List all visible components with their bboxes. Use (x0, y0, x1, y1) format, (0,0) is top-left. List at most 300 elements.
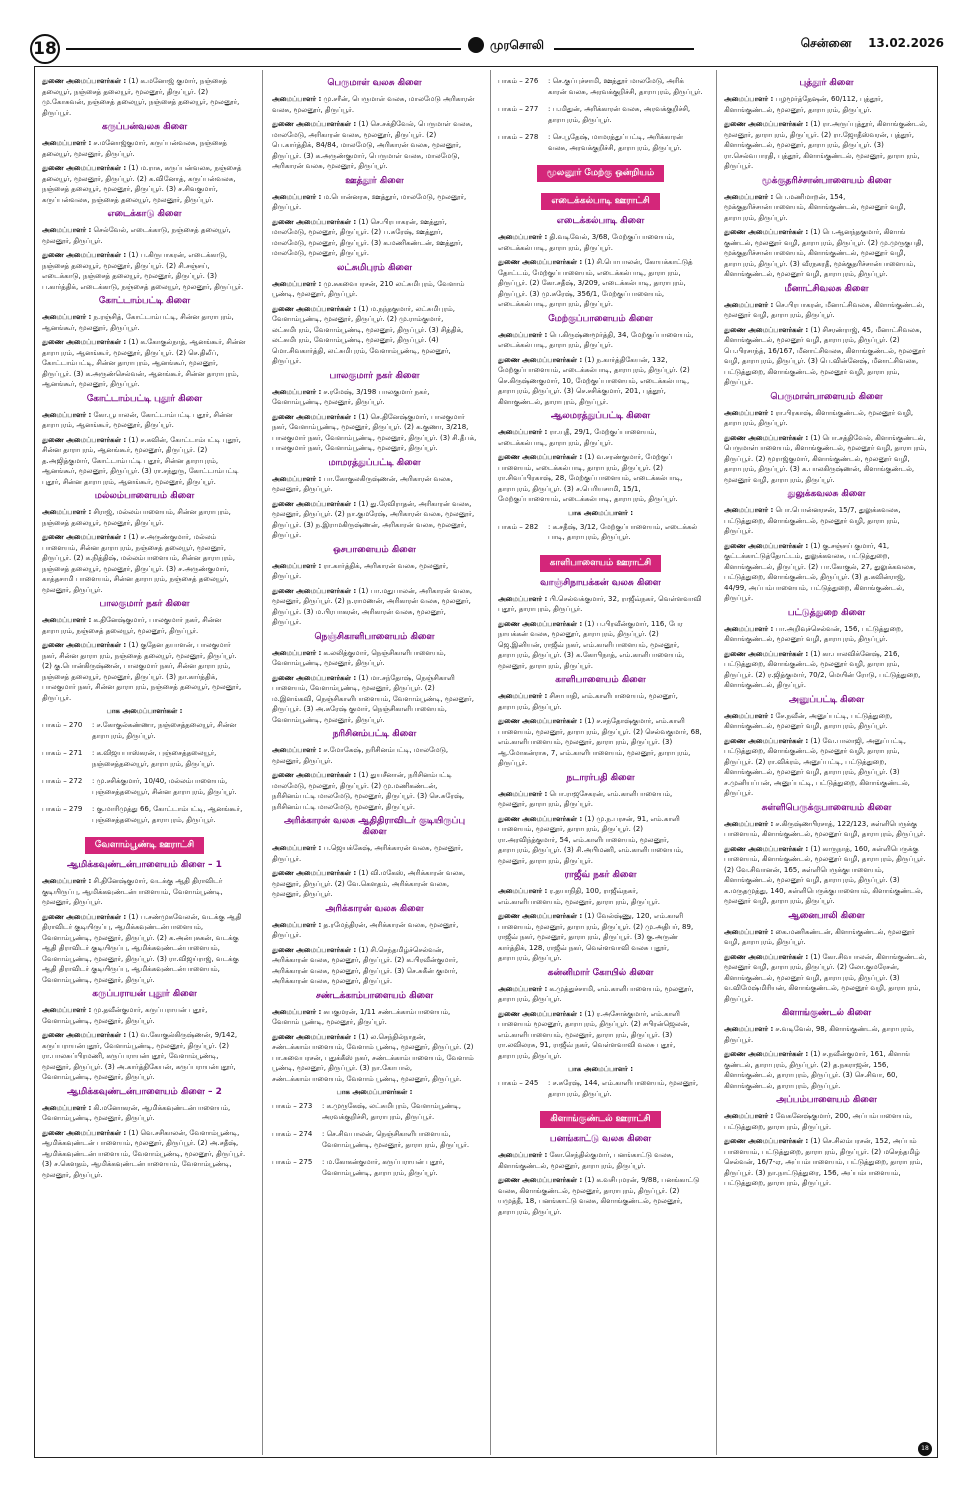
names-text: சே.நவீன், அனுப்பட்டி, பட்டுத்துறை, கிளாங்குண்டல், மூலனூர் வழி, தாராபுரம், திருப்பூர். (724, 711, 893, 730)
booth-number: பாகம் – 278 (498, 133, 539, 141)
branch-heading: சுள்ளிபெருக்குபாளையம் கிளை (761, 802, 892, 813)
role-label: அமைப்பாளர் : (42, 616, 92, 624)
role-label: அமைப்பாளர் : (42, 139, 92, 147)
office-bearer-paragraph (42, 912, 247, 986)
names-text: (1) சி.பொபாலன், கோயக்காட்டுத் தோட்டம், மேற்குப்பாளையம், எடைக்கல்பாடி, தாராபுரம், திருப்பூர். (2) கோ.சதீஷ், 3/209, எடைக்கல்பாடி, தாராபுரம், திருப்பூர். (3) மு.சுரேஷ், 356/1, மேற்குப்பாளையம், எடைக்கல்பாடி, தாராபுரம், திருப்பூர். (498, 258, 693, 308)
role-label: அமைப்பாளர் : (272, 192, 322, 201)
role-label: அமைப்பாளர் : (498, 789, 548, 798)
office-bearer-paragraph (498, 886, 703, 907)
office-bearer-paragraph (498, 427, 703, 448)
booth-entry (498, 104, 703, 125)
office-bearer-paragraph (272, 217, 477, 259)
role-label: அமைப்பாளர் : (272, 95, 322, 103)
office-bearer-paragraph (724, 844, 929, 907)
office-bearer-paragraph (498, 232, 703, 253)
names-text: சிசாபாதி, எம்.காளிபாளையம், மூலனூர், தாராபுரம், திருப்பூர். (498, 692, 678, 711)
names-text: க.முத்துச்சாமி, எம்.காளிபாளையம், மூலனூர், தாராபுரம், திருப்பூர். (498, 984, 694, 1003)
branch-heading: மல்லம்பாளையம் கிளை (94, 491, 195, 501)
role-label: அமைப்பாளர் : (42, 508, 92, 516)
role-label: அமைப்பாளர் : (724, 300, 774, 309)
column-divider (262, 70, 263, 1455)
branch-heading: மூக்குதரிச்சான்பாளையம் கிளை (761, 175, 892, 186)
office-bearer-paragraph (272, 192, 477, 213)
role-label: அமைப்பாளர் : (272, 474, 322, 483)
office-bearer-paragraph (272, 920, 477, 941)
role-label: துணை அமைப்பாளர்கள் : (498, 1009, 583, 1018)
role-label: துணை அமைப்பாளர்கள் : (272, 1032, 357, 1041)
office-bearer-paragraph (272, 843, 477, 864)
office-bearer-paragraph (498, 691, 703, 712)
branch-heading: லட்சுமிபுரம் கிளை (336, 262, 413, 273)
office-bearer-paragraph (724, 433, 929, 486)
names-text: (1) ந.கார்த்திகேயன், 132, மேற்குப்பாளையம், எடைக்கல்பாடி, தாராபுரம், திருப்பூர். (2) செ.கிருஷ்ணகுமார், 10, மேற்குப்பாளையம், எடைக்கல்பாடி, தாராபுரம், திருப்பூர். (3) செ.சசிக்குமார், 201, புத்தூர், கிளாகுண்டல், தாராபுரம், திருப்பூர். (498, 355, 690, 406)
role-label: அமைப்பாளர் : (724, 1025, 774, 1033)
role-label: துணை அமைப்பாளர்கள் : (724, 1137, 809, 1145)
column-4 (724, 76, 929, 1451)
branch-heading: அனுப்பட்டி கிளை (788, 694, 865, 705)
booth-person: : செ.சிவபாலன், நெஞ்சிகாளிபாளையம், வேளாம்பூண்டி, மூலனூர், தாராபுரம், திருப்பூர். (322, 1130, 470, 1149)
names-text: பா.அறிவுச்செல்வன், 156, பட்டுத்துறை, கிளாங்குண்டல், மூலனூர் வழி, தாராபுரம், திருப்பூர். (724, 624, 904, 643)
office-bearer-paragraph (42, 138, 247, 159)
booth-number: பாகம் – 274 (272, 1130, 313, 1138)
office-bearer-paragraph (272, 673, 477, 726)
branch-heading: ஆலமரத்துப்பட்டி கிளை (550, 411, 651, 421)
panchayat-banner-label: கிளாங்குண்டல் ஊராட்சி (540, 1111, 660, 1128)
office-bearer-paragraph (42, 876, 247, 908)
office-bearer-paragraph (724, 408, 929, 429)
booth-number: பாகம் – 273 (272, 1102, 313, 1110)
names-text: கை.மணிகண்டன், கிளாங்குண்டல், மூலனூர் வழி, தாராபுரம், திருப்பூர். (724, 927, 915, 946)
panchayat-banner-label: மூலனூர் மேற்கு ஒன்றியம் (537, 165, 664, 182)
names-text: க.லலித்குமார், நெஞ்சிகாளிபாளையம், வேளாம்பூண்டி, மூலனூர், திருப்பூர். (272, 648, 446, 667)
office-bearer-paragraph (498, 1150, 703, 1171)
role-label: துணை அமைப்பாளர்கள் : (42, 77, 127, 85)
role-label: துணை அமைப்பாளர்கள் : (498, 355, 583, 364)
role-label: அமைப்பாளர் : (724, 927, 774, 936)
role-label: அமைப்பாளர் : (272, 279, 322, 288)
booth-entry (272, 1129, 477, 1150)
role-label: துணை அமைப்பாளர்கள் : (42, 1031, 127, 1039)
office-bearer-paragraph (724, 624, 929, 645)
column-1 (42, 76, 247, 1451)
panchayat-banner (498, 160, 703, 182)
office-bearer-paragraph (42, 410, 247, 431)
names-text: (1) மு.ந.பரசன், 91, எம்.காளி பாளையம், மூலனூர், தாராபுரம், திருப்பூர். (2) ரா.அரவிந்த்குமார், 54, எம்.காளிபாளையம், மூலனூர், தாராபுரம், திருப்பூர். (3) சி.அபிமணி, எம்.காளிபாளையம், மூலனூர், தாராபுரம், திருப்பூர். (498, 814, 684, 865)
role-label: துணை அமைப்பாளர்கள் : (42, 338, 127, 346)
role-label: துணை அமைப்பாளர்கள் : (272, 499, 357, 508)
office-bearer-paragraph (724, 325, 929, 388)
office-bearer-paragraph (498, 1009, 703, 1062)
names-text: (1) ர.அசோக்குமார், எம்.காளி பாளையம் மூலனூர், தாராபுரம், திருப்பூர். (2) சபிரன்ஜெலன், எம்.காளிபாளையம், மூலனூர், தாராபுரம், திருப்பூர். (3) ரா.லவிலரசு, 91, ராஜீவ் நகர், வெள்ளவாவி வலசு புதூர், தாராபுரம், திருப்பூர். (498, 1009, 690, 1060)
role-label: அமைப்பாளர் : (42, 1006, 92, 1014)
role-label: அமைப்பாளர் : (724, 819, 774, 828)
branch-heading: கோட்டாம்பட்டி கிளை (98, 296, 191, 306)
branch-heading: மேற்குப்பாளையம் கிளை (548, 313, 653, 324)
role-label: துணை அமைப்பாளர்கள் : (42, 912, 127, 921)
names-text: (1) மா.சந்தோஷ், நெஞ்சிகாளி பாளையம், வேளாம்பூண்டி, மூலனூர், திருப்பூர். (2) ம.இளங்கவி, நெஞ்சிகாளிபாளையம், வேளாம்பூண்டி, மூலனூர், திருப்பூர். (3) அ.சுரேஷ் குமார், நெஞ்சிகாளிபாளையம், வேளாம்பூண்டி, மூலனூர், திருப்பூர். (272, 673, 474, 724)
booth-person: : செ.குப்புச்சாமி, ஊத்தூர் மாலமேடு, அரிக் காரன் வலசு, அரவக்குறிச்சி, தாராபுரம், திருப்பூர். (548, 77, 703, 96)
booth-entry (498, 132, 703, 153)
booth-person: : மு.சசிக்குமார், 10/40, மல்லம்பாளையம், புஞ்சைத்தலையூர், சின்ன தாராபுரம், திருப்பூர். (92, 777, 237, 796)
branch-heading: பெருமாள்பாளையம் கிளை (770, 391, 883, 402)
column-divider (490, 70, 491, 1455)
panchayat-banner-label: வேளாம்பூண்டி ஊராட்சி (85, 837, 204, 854)
branch-heading: கோட்டாம்பட்டி புதூர் கிளை (86, 393, 203, 404)
office-bearer-paragraph (42, 337, 247, 390)
office-bearer-paragraph (724, 819, 929, 840)
branch-heading: சண்டக்காம்பாளையம் கிளை (315, 990, 434, 1001)
office-bearer-paragraph (498, 594, 703, 615)
names-text: (1) செ.தினேஷ்குமார், பாலகுமார் நகர், வேளாம்பூண்டி, மூலனூர், திருப்பூர். (2) க.குணா, 3/218, பாலகுமார் நகர், வேளாம்பூண்டி, மூலனூர், திருப்பூர். (3) சி.தீபக், பாலகுமார் நகர், வேளாம்பூண்டி, மூலனூர், திருப்பூர். (272, 412, 477, 452)
booth-number: பாகம் – 279 (42, 805, 83, 813)
branch-heading: பாலகுமார் நகர் கிளை (329, 370, 420, 381)
office-bearer-paragraph (42, 507, 247, 528)
booth-person: : ப.மிதுன், அரிக்காரன் வலசு, அரவக்குறிச்சி, தாராபுரம், திருப்பூர். (548, 105, 691, 124)
role-label: அமைப்பாளர் : (498, 233, 548, 241)
office-bearer-paragraph (498, 911, 703, 964)
role-label: அமைப்பாளர் : (498, 692, 548, 700)
booth-person: : க.முருகேஷ், லட்சுமிபுரம், வேளாம்பூண்டி, அரவக்குறிச்சி, தாராபுரம், திருப்பூர். (322, 1102, 461, 1121)
names-text: (1) பெ.ஆனந்தகுமார், கிளாங் குண்டல், மூலனூர் வழி, தாராபுரம், திருப்பூர். (2) மு.முருகுபதி, மூக்குதரிச்சான்பாளையம், கிளாங்குண்டல், மூலனூர் வழி, தாராபுரம், திருப்பூர். (3) வீரநகரதீ, மூக்குதரிச்சான்பாளையம், கிளாங்குண்டல், மூலனூர் வழி, தாராபுரம், திருப்பூர். (724, 228, 924, 278)
branch-heading: பாலகுமார் நகர் கிளை (99, 599, 190, 609)
role-label: துணை அமைப்பாளர்கள் : (42, 251, 127, 259)
role-label: அமைப்பாளர் : (272, 1007, 322, 1016)
names-text: (1) துயசீனான், நரிசினம்பட்டி மாலமேடு, மூலனூர், திருப்பூர். (2) மு.மணிகண்டன், நரிசினம்பட்டி மாலமேடு, மூலனூர், திருப்பூர். (3) செ.சுரேஷ், நரிசினம்பட்டி மாலமேடு, மூலனூர், திருப்பூர். (272, 771, 465, 811)
names-text: ரா.பிரகாஷ், கிளாங்குண்டல், மூலனூர் வழி, தாராபுரம், திருப்பூர். (724, 408, 914, 427)
names-text: (1) வே.பாலாஜி, அனுப்பட்டி, பட்டுத்துறை, கிளாங்குண்டல், மூலனூர் வழி, தாராபுரம், திருப்பூர். (2) ரா.விக்ரம், அனுப்பட்டி, பட்டுத்துறை, கிளாங்குண்டல், மூலனூர் வழி, தாராபுரம், திருப்பூர். (3) ச.முனியப்பன், அனுப்பட்டி, பட்டுத்துறை, கிளாங்குண்டல், திருப்பூர். (724, 736, 910, 797)
names-text: ப.ஜெயக்கேஷ், அரிக்காரன் வலசு, மூலனூர், திருப்பூர். (272, 844, 464, 863)
branch-heading: நடாரர்பதி கிளை (566, 772, 635, 783)
branch-heading: புத்தூர் கிளை (799, 78, 854, 88)
office-bearer-paragraph (724, 300, 929, 321)
office-bearer-paragraph (272, 648, 477, 669)
names-text: மு.சுகவைபரசன், 210 லட்சுமிபுரம், வேளாம் பூண்டி, மூலனூர், திருப்பூர். (272, 279, 465, 298)
names-text: (1) ப.பிரவீன்குமார், 116, பேர நாயக்கன் வலசு, மூலனூர், தாராபுரம், திருப்பூர். (2) ஜெ.இனியன், ராஜீவ் நகர், எம்.காளிபாளையம், மூலனூர், தாராபுரம், திருப்பூர். (3) க.கோபிநாத், எம்.காளிபாளையம், மூலனூர், தாராபுரம், திருப்பூர். (498, 619, 685, 670)
names-text: செல்வேல், எடைக்காடு, நஞ்சைத் தலையூர், மூலனூர், திருப்பூர். (42, 226, 231, 245)
branch-heading: எடைக்கல்பாடி கிளை (556, 216, 645, 226)
names-text: ர.தயாநிதி, 100, ராஜீவ்நகர், எம்.காளிபாளையம், மூலனூர், தாராபுரம், திருப்பூர். (498, 887, 661, 906)
role-label: அமைப்பாளர் : (272, 561, 322, 570)
role-label: அமைப்பாளர் : (724, 192, 774, 201)
booth-entry (42, 720, 247, 741)
office-bearer-paragraph (272, 561, 477, 582)
names-text: (1) சிசரண்ராஜ், 45, மீனாட்சிவலசு, கிளாங்குண்டல், மூலனூர் வழி, தாராபுரம், திருப்பூர். (2) பெ.பிரசாந்த், 16/167, மீனாட்சிவலசு, கிளாங்குண்டல், மூலனூர் வழி, தாராபுரம், திருப்பூர். (3) பெ.வின்னேஷ், மீனாட்சிவலசு, பட்டுத்துறை, கிளாங்குண்டல், மூலனூர் வழி, தாராபுரம், திருப்பூர். (724, 325, 926, 386)
office-bearer-paragraph (724, 1049, 929, 1091)
names-text: மு.சரீன், பெருமாள் வலசு, மாலமேடு அரிகாரன் வலசு, மூலனூர், திருப்பூர். (272, 95, 475, 114)
newspaper-name: முரசொலி (490, 38, 544, 52)
office-bearer-paragraph (272, 304, 477, 367)
names-text: மு.தவீன்குமார், கருப்பராயன் புதூர், வேளாம்பூண்டி, மூலனூர், திருப்பூர். (42, 1006, 208, 1025)
office-bearer-paragraph (724, 1024, 929, 1045)
role-label: அமைப்பாளர் : (724, 95, 774, 103)
office-bearer-paragraph (724, 505, 929, 537)
role-label: துணை அமைப்பாளர்கள் : (724, 952, 809, 961)
names-text: தி.வடிவேல், 3/68, மேற்குப்பாளையம், எடைக்கல்பாடி, தாராபுரம், திருப்பூர். (498, 233, 675, 252)
office-bearer-paragraph (724, 119, 929, 172)
role-label: துணை அமைப்பாளர்கள் : (724, 228, 809, 236)
branch-heading: பெருமாள் வலசு கிளை (327, 78, 422, 88)
names-text: ச.கிருஷ்ணபிரசாத், 122/123, சுள்ளிபெருக்கு பாளையம், கிளாங்குண்டல், மூலனூர் வழி, தாராபுரம், திருப்பூர். (724, 819, 926, 838)
branch-heading: ஆமிக்கவுண்டன்பாளையம் கிளை – 1 (67, 860, 222, 870)
names-text: (1) கு.சஞ்சய் குமார், 41, குட்டக்காட்டுத்தோட்டம், துலுக்கவலசு, பட்டுத்துறை, கிளாங்குண்டல், திருப்பூர். (2) பா.கோகுல், 27, துலுக்கவலசு, பட்டுத்துறை, கிளாங்குண்டல், திருப்பூர். (3) த.கவின்ராஜ், 44/99, அப்பம்பாளையம், பட்டுத்துறை, கிளாங்குண்டல், திருப்பூர். (724, 541, 916, 602)
office-bearer-paragraph (272, 945, 477, 987)
office-bearer-paragraph (724, 927, 929, 948)
names-text: (1) வ.கோகுல்கிருஷ்ணன், 9/142, கருப்பராயன்புதூர், வேளாம்பூண்டி, மூலனூர், திருப்பூர். (2) ரா.பாலசுப்பிரமணி, கருப்பராயன்புதூர், வேளாம்பூண்டி, மூலனூர், திருப்பூர். (3) அ.கார்த்திகேயன், கருப்பராயன்புதூர், வேளாம்பூண்டி, மூலனூர், திருப்பூர். (42, 1031, 238, 1081)
role-label: துணை அமைப்பாளர்கள் : (42, 641, 127, 649)
role-label: அமைப்பாளர் : (724, 506, 774, 514)
office-bearer-paragraph (272, 1007, 477, 1028)
role-label: துணை அமைப்பாளர்கள் : (42, 164, 127, 172)
branch-heading: பனங்காட்டு வலசு கிளை (549, 1134, 652, 1144)
office-bearer-paragraph (272, 745, 477, 766)
branch-heading: மாமரத்துப்பட்டி கிளை (328, 457, 421, 468)
role-label: துணை அமைப்பாளர்கள் : (498, 717, 583, 725)
names-text: சி.தினேஷ்குமார், வடக்கு ஆதி திராவிடர் குடியிருப்பு, ஆமிக்கவுண்டன்பாளையம், வேளாம்பூண்டி, மூலனூர், திருப்பூர். (42, 877, 223, 906)
role-label: அமைப்பாளர் : (42, 226, 92, 234)
booth-entry (498, 522, 703, 543)
role-label: துணை அமைப்பாளர்கள் : (42, 1128, 127, 1137)
office-bearer-paragraph (498, 619, 703, 672)
branch-heading: ஒசபாளையம் கிளை (333, 544, 416, 555)
masthead-rule-left (66, 48, 461, 50)
office-bearer-paragraph (42, 76, 247, 118)
role-label: துணை அமைப்பாளர்கள் : (42, 435, 127, 444)
role-label: அமைப்பாளர் : (498, 428, 548, 436)
role-label: அமைப்பாளர் : (724, 624, 774, 633)
panchayat-banner-label: காளிபாளையம் ஊராட்சி (540, 555, 661, 572)
branch-heading: பட்டுத்துறை கிளை (787, 607, 866, 618)
booth-number: பாகம் – 245 (498, 1079, 539, 1087)
branch-heading: துலுக்கவலசு கிளை (787, 489, 866, 499)
names-text: (1) ச.சந்தோஷ்குமார், எம்.காளி பாளையம், மூலனூர், தாராபுரம், திருப்பூர். (2) செல்வகுமார், 68, எம்.காளிபாளையம், மூலனூர், தாராபுரம், திருப்பூர். (3) ஆ.மோகன்ராசு, 7, எம்.காளிபாளையம், மூலனூர், தாராபுரம், திருப்பூர். (498, 717, 702, 767)
role-label: துணை அமைப்பாளர்கள் : (272, 945, 357, 954)
office-bearer-paragraph (724, 1111, 929, 1132)
role-label: துணை அமைப்பாளர்கள் : (724, 1050, 809, 1058)
role-label: துணை அமைப்பாளர்கள் : (272, 673, 357, 682)
role-label: அமைப்பாளர் : (272, 746, 322, 754)
branch-heading: கிளாங்குண்டல் கிளை (781, 1008, 872, 1018)
names-text: (1) வ.சரண்குமார், மேற்குப் பாளையம், எடைக்கல்பாடி, தாராபுரம், திருப்பூர். (2) ரா.சிவப்பிரகாஷ், 28, மேற்குப்பாளையம், எடைக்கல்பாடி, தாராபுரம், திருப்பூர். (3) ச.பெரியசாமி, 15/1, மேற்குப்பாளையம், எடைக்கல்பாடி, தாராபுரம், திருப்பூர். (498, 453, 683, 503)
office-bearer-paragraph (272, 94, 477, 115)
masthead-rule-right (554, 48, 694, 50)
role-label: அமைப்பாளர் : (498, 887, 548, 895)
names-text: பழமூர்த்தேஷன், 60/112, புத்தூர், கிளாங்குண்டல், மூலனூர், தாராபுரம், திருப்பூர். (724, 95, 884, 114)
role-label: துணை அமைப்பாளர்கள் : (724, 325, 809, 334)
office-bearer-paragraph (42, 250, 247, 292)
role-label: அமைப்பாளர் : (724, 711, 774, 720)
role-label: துணை அமைப்பாளர்கள் : (724, 844, 809, 853)
office-bearer-paragraph (498, 330, 703, 351)
names-text: (1) ம.ராசு, கருப்பன்வலசு, நஞ்சைத் தலையூர், மூலனூர், திருப்பூர். (2) க.வினோத், கருப்பன்வலசு, நஞ்சைத் தலையூர், மூலனூர், திருப்பூர். (3) ச.சிவகுமார், கருப்பன்வலசு, நஞ்சைத் தலையூர், மூலனூர், திருப்பூர். (42, 164, 242, 204)
office-bearer-paragraph (272, 119, 477, 172)
office-bearer-paragraph (724, 649, 929, 691)
booth-person: : செ.பூதேஷ், மாமரத்துப்பட்டி, அரிக்காரன் வலசு, அரவக்குறிச்சி, தாராபுரம், திருப்பூர். (548, 133, 683, 152)
office-bearer-paragraph (498, 716, 703, 769)
names-text: (1) கோ.சிவபாலன், கிளாங்குண்டல், மூலனூர் வழி, தாராபுரம், திருப்பூர். (2) லோ.குமரேசன், கிளாங்குண்டல், மூலனூர் வழி, தாராபுரம், திருப்பூர். (3) வ.விமேஷ்மிரியன், கிளாங்குண்டல், மூலனூர் வழி, தாராபுரம், திருப்பூர். (724, 952, 927, 1003)
edition-city-date (801, 36, 944, 52)
role-label: அமைப்பாளர் : (272, 844, 322, 852)
names-text: ச.மனோஜ்குமார், கருப்பன்வலசு, நஞ்சைத் தலையூர், மூலனூர், திருப்பூர். (42, 139, 227, 158)
names-text: (1) க.வசிபுமரன், 9/88, பனங்காட்டு வலசு, கிளாங்குண்டல், மூலனூர், தாராபுரம், திருப்பூர். (2) யமுத்தீ, 18, பனங்காட்டு வலசு, கிளாங்குண்டல், மூலனூர், தாராபுரம், திருப்பூர். (498, 1176, 700, 1216)
office-bearer-paragraph (272, 868, 477, 900)
names-text: (1) து.ரேவிராதன், அரிகாரன் வலசு, மூலனூர், திருப்பூர். (2) நா.குமரேஷ், அரிகாரன் வலசு, மூலனூர், திருப்பூர். (3) ந.இராமகிருஷ்ணன், அரிகாரன் வலசு, மூலனூர், திருப்பூர். (272, 499, 475, 539)
names-text: (1) செ.சக்திவேல், பெருமாள் வலசு, மாலமேடு, அரிகாரன் வலசு, மூலனூர், திருப்பூர். (2) பெ.கார்த்திக், 84/84, மாலமேடு, அரிகாரன் வலசு, மூலனூர், திருப்பூர். (3) க.அருண்குமார், பெருமாள் வலசு, மாலமேடு, அரிகாரன் வலசு, மூலனூர், திருப்பூர். (272, 120, 473, 170)
branch-heading: ஆமிக்கவுண்டன்பாளையம் கிளை – 2 (67, 1086, 222, 1097)
role-label: துணை அமைப்பாளர்கள் : (498, 258, 583, 266)
booth-entry (272, 1157, 477, 1178)
branch-heading: கருப்பன்வலசு கிளை (101, 122, 188, 132)
names-text: (1) பொ.சத்திவேல், கிளாங்குண்டல், பெருமாள்பாளையம், கிளாங்குண்டல், மூலனூர் வழி, தாராபுரம், திருப்பூர். (2) மூராஜ்குமார், கிளாங்குண்டல், மூலனூர் வழி, தாராபுரம், திருப்பூர். (3) க.பாலகிருஷ்ணன், கிளாங்குண்டல், மூலனூர் வழி, தாராபுரம், திருப்பூர். (724, 433, 927, 484)
role-label: அமைப்பாளர் : (42, 313, 92, 321)
office-bearer-paragraph (42, 163, 247, 205)
booth-entry (272, 1101, 477, 1122)
names-text: பி.செல்வக்குமார், 32, ராஜீவ்நகர், வெள்ளவாவி புதூர், தாராபுரம், திருப்பூர். (498, 594, 702, 613)
role-label: துணை அமைப்பாளர்கள் : (272, 217, 357, 226)
office-bearer-paragraph (42, 615, 247, 636)
branch-heading: வாஞ்சிநாயக்கன் வலசு கிளை (540, 577, 661, 588)
office-bearer-paragraph (272, 770, 477, 812)
booth-subheading: பாக அமைப்பாளர் : (567, 1065, 634, 1073)
role-label: அமைப்பாளர் : (498, 1151, 548, 1159)
names-text: (1) ல.செந்தில்நாதன், சண்டக்காம்பாளையம், வேளாம் பூண்டி, மூலனூர், திருப்பூர். (2) பா.சுவைபரசன், புதுக்கீஸ் நகர், சண்டக்காம்பாளையம், வேளாம் பூண்டி, மூலனூர், திருப்பூர். (3) நா.கோபால், சண்டக்காம்பாளையம், வேளாம் பூண்டி, மூலனூர், திருப்பூர். (272, 1032, 474, 1083)
role-label: அமைப்பாளர் : (724, 408, 774, 417)
role-label: அமைப்பாளர் : (42, 877, 92, 885)
role-label: துணை அமைப்பாளர்கள் : (272, 304, 357, 313)
booth-person: : ம.கோகன்குமார், கருப்பராயன் புதூர், வேளாம்பூண்டி, தாராபுரம், திருப்பூர். (322, 1158, 445, 1177)
office-bearer-paragraph (42, 1030, 247, 1083)
role-label: அமைப்பாளர் : (498, 594, 548, 603)
booth-number: பாகம் – 282 (498, 522, 539, 531)
office-bearer-paragraph (498, 1175, 703, 1217)
names-text: (1) ப.சண்முகவேலன், வடக்கு ஆதி திராவிடர் குடியிருப்பு, ஆமிக்கவுண்டன்பாளையம், வேளாம்பூண்டி, மூலனூர், திருப்பூர். (2) க.அன்புசுகன், வடக்கு ஆதி திராவிடர் குடியிருப்பு, ஆமிக்கவுண்டன்பாளையம், வேளாம்பூண்டி, மூலனூர், திருப்பூர். (3) ரா.விஜய்ராஜ், வடக்கு ஆதி திராவிடர் குடியிருப்பு, ஆமிக்கவுண்டன்பாளையம், வேளாம்பூண்டி, மூலனூர், திருப்பூர். (42, 912, 242, 984)
booth-number: பாகம் – 276 (498, 77, 539, 85)
names-text: (1) ப.கிருபாகரன், எடைக்காடு, நஞ்சைத் தலையூர், மூலனூர், திருப்பூர். (2) சி.சஞ்சய், எடைக்காடு, நஞ்சைத் தலையூர், மூலனூர், திருப்பூர். (3) ப.கார்த்திக், எடைக்காடு, நஞ்சைத் தலையூர், மூலனூர், திருப்பூர். (42, 251, 244, 291)
role-label: துணை அமைப்பாளர்கள் : (724, 649, 809, 658)
names-text: (1) ரா.அருப்புத்தூர், கிளாங்குண்டல், மூலனூர், தாராபுரம், திருப்பூர். (2) ரா.ஜோதீஸ்வரன், புத்தூர், கிளாங்குண்டல், மூலனூர், தாராபுரம், திருப்பூர். (3) ரா.செல்வபாரதி, புத்தூர், கிளாங்குண்டல், மூலனூர், தாராபுரம், திருப்பூர். (724, 120, 928, 170)
office-bearer-paragraph (42, 312, 247, 333)
panchayat-banner (42, 832, 247, 854)
role-label: அமைப்பாளர் : (272, 648, 322, 657)
names-text: பெ.கிருஷ்ணமூர்த்தி, 34, மேற்குப்பாளையம், எடைக்கல்பாடி, தாராபுரம், திருப்பூர். (498, 330, 694, 349)
role-label: அமைப்பாளர் : (498, 984, 548, 993)
names-text: ச.மோகேஷ், நரிசினம்பட்டி, மாலமேடு, மூலனூர், திருப்பூர். (272, 746, 449, 765)
role-label: துணை அமைப்பாளர்கள் : (272, 869, 357, 877)
booth-subheading: பாக அமைப்பாளர்கள் : (336, 1088, 413, 1096)
booth-entry (498, 1078, 703, 1099)
masthead (30, 34, 944, 66)
names-text: சுபகுமரன், 1/11 சண்டக்காம்பாளையம், வேளாம் பூண்டி, மூலனூர், திருப்பூர். (272, 1007, 451, 1026)
names-text: (1) குதேன தயாளன், பாலகுமார் நகர், சின்ன தாராபுரம், நஞ்சைத் தலையூர், மூலனூர், திருப்பூர். (2) கு.பொன்கிருஷ்ணன், பாலகுமார் நகர், சின்ன தாராபுரம், நஞ்சைத் தலையூர், மூலனூர், திருப்பூர். (3) நா.கார்த்திக், பாலகுமார் நகர், சின்ன தாராபுரம், நஞ்சைத் தலையூர், மூலனூர், திருப்பூர். (42, 641, 242, 702)
office-bearer-paragraph (498, 814, 703, 867)
names-text: (1) வெ.சசிகாலன், வேளாம்பூண்டி, ஆமிக்கவுண்டன் பாளையம், மூலனூர், திருப்பூர். (2) அ.சதீஷ், ஆமிக்கவுண்டன்பாளையம், வேளாம்பூண்டி, மூலனூர், திருப்பூர். (3) ச.கௌதம், ஆமிக்கவுண்டன்பாளையம், வேளாம்பூண்டி, மூலனூர், திருப்பூர். (42, 1128, 246, 1179)
role-label: துணை அமைப்பாளர்கள் : (498, 912, 583, 920)
role-label: துணை அமைப்பாளர்கள் : (724, 120, 809, 128)
role-label: அமைப்பாளர் : (724, 1112, 774, 1120)
names-text: கி.மனோகரன், ஆமிக்கவுண்டன்பாளையம், வேளாம்பூண்டி, மூலனூர், திருப்பூர். (42, 1103, 231, 1122)
office-bearer-paragraph (498, 257, 703, 310)
office-bearer-paragraph (42, 1005, 247, 1026)
role-label: துணை அமைப்பாளர்கள் : (498, 1176, 583, 1184)
names-text: க.தினேஷ்குமார், பாலகுமார் நகர், சின்ன தாராபுரம், நஞ்சைத் தலையூர், மூலனூர், திருப்பூர். (42, 616, 222, 635)
names-text: (1) ச.கவின், கோட்டாம்பட்டி புதூர், சின்ன தாராபுரம், ஆனங்கூர், மூலனூர், திருப்பூர். (2) த.அஜித்குமார், கோட்டாம்பட்டி புதூர், சின்ன தாராபுரம், ஆனங்கூர், மூலனூர், திருப்பூர். (3) ரா.சந்துரு, கோட்டாம்பட்டி புதூர், சின்ன தாராபுரம், ஆனங்கூர், மூலனூர், திருப்பூர். (42, 435, 241, 486)
booth-person: : ச.கோகுல்கண்ணா, நஞ்சைத்தலையூர், சின்ன தாராபுரம், திருப்பூர். (92, 721, 237, 740)
office-bearer-paragraph (272, 412, 477, 454)
office-bearer-paragraph (724, 1136, 929, 1189)
booth-subheading: பாக அமைப்பாளர்கள் : (106, 707, 183, 715)
office-bearer-paragraph (724, 711, 929, 732)
names-text: ந.ரஞ்சித், கோட்டாம்பட்டி, சின்ன தாராபுரம், ஆனங்கூர், மூலனூர், திருப்பூர். (42, 313, 234, 332)
booth-person: : க.விஜயபாஸ்கரன், புஞ்சைத்தலையூர், நஞ்சைத்தலையூர், தாராபுரம், திருப்பூர். (92, 749, 217, 768)
booth-number: பாகம் – 277 (498, 105, 539, 113)
branch-heading: ஆனைபாலி கிளை (788, 910, 865, 921)
branch-heading: காளிபாளையம் கிளை (555, 675, 646, 685)
role-label: துணை அமைப்பாளர்கள் : (498, 814, 583, 823)
booth-subheading: பாக அமைப்பாளர் : (567, 508, 634, 517)
office-bearer-paragraph (42, 640, 247, 703)
office-bearer-paragraph (272, 499, 477, 541)
office-bearer-paragraph (724, 952, 929, 1005)
office-bearer-paragraph (498, 355, 703, 408)
branch-heading: நெஞ்சிகாளிபாளையம் கிளை (314, 631, 435, 642)
names-text: ரா.கார்த்திக், அரிகாரன் வலசு, மூலனூர், திருப்பூர். (272, 561, 449, 580)
names-text: ம.பொன்னரசு, ஊத்தூர், மாலமேடு, மூலனூர், திருப்பூர். (272, 192, 467, 211)
column-divider (716, 70, 717, 1455)
office-bearer-paragraph (724, 736, 929, 799)
office-bearer-paragraph (272, 279, 477, 300)
branch-heading: கன்னிமார் கோயில் கிளை (547, 967, 654, 978)
office-bearer-paragraph (272, 586, 477, 628)
office-bearer-paragraph (272, 474, 477, 495)
names-text: (1) ம.நந்தகுமார், லட்சுமிபுரம், வேளாம்பூண்டி, மூலனூர், திருப்பூர். (2) மு.ராம்குமார், லட்சுமிபுரம், வேளாம்பூண்டி, மூலனூர், திருப்பூர். (3) சித்திக், லட்சுமிபுரம், வேளாம்பூண்டி, மூலனூர், திருப்பூர். (4) மொ.சிவகார்த்தி, லட்சுமிபுரம், வேளாம்பூண்டி, மூலனூர், திருப்பூர். (272, 304, 464, 365)
names-text: செ.பிரபாகரன், மீனாட்சிவலசு, கிளாங்குண்டல், மூலனூர் வழி, தாராபுரம், திருப்பூர். (724, 300, 925, 319)
office-bearer-paragraph (272, 1032, 477, 1085)
branch-heading: நரிசினம்பட்டி கிளை (332, 729, 417, 739)
panchayat-banner (498, 188, 703, 210)
names-text: ச.ரமேஷ், 3/198 பாலகுமார் நகர், வேளாம்பூண்டி, மூலனூர், திருப்பூர். (272, 387, 430, 406)
branch-heading: ஊத்தூர் கிளை (345, 175, 404, 186)
role-label: துணை அமைப்பாளர்கள் : (272, 771, 357, 779)
office-bearer-paragraph (42, 1103, 247, 1124)
booth-number: பாகம் – 275 (272, 1158, 313, 1166)
booth-entry (42, 776, 247, 797)
role-label: அமைப்பாளர் : (272, 920, 322, 929)
column-3 (498, 76, 703, 1451)
branch-heading: அரிக்காரன் வலசு ஆதிதிராவிடர் குடியிருப்பு கிளை (283, 816, 466, 837)
office-bearer-paragraph (498, 789, 703, 810)
office-bearer-paragraph (42, 225, 247, 246)
names-text: (1) க.கோகுல்நாத், ஆனங்கூர், சின்ன தாராபுரம், ஆனங்கூர், மூலனூர், திருப்பூர். (2) செ.திலீப், கோட்டாம்பட்டி, சின்ன தாராபுரம், ஆனங்கூர், மூலனூர், திருப்பூர். (3) க.அருண்செல்வன், ஆனங்கூர், சின்ன தாராபுரம், ஆனங்கூர், மூலனூர், திருப்பூர். (42, 338, 246, 388)
booth-person: : கு.மாரிமுத்து 66, கோட்டாம்பட்டி, ஆனங்கூர், புஞ்சைத்தலையூர், தாராபுரம், திருப்பூர். (92, 805, 243, 824)
branch-heading: ராஜீவ் நகர் கிளை (564, 870, 637, 880)
panchayat-banner (498, 1106, 703, 1128)
role-label: துணை அமைப்பாளர்கள் : (498, 453, 583, 461)
role-label: அமைப்பாளர் : (498, 330, 548, 339)
names-text: பொ.பொன்னரசன், 15/7, துலுக்கவலசு, பட்டுத்துறை, கிளாங்குண்டல், மூலனூர் வழி, தாராபுரம், திருப்பூர். (724, 506, 901, 535)
office-bearer-paragraph (724, 192, 929, 224)
names-text: கோ.பூபாலன், கோட்டாம்பட்டி புதூர், சின்ன தாராபுரம், ஆனங்கூர், மூலனூர், திருப்பூர். (42, 410, 233, 429)
office-bearer-paragraph (498, 452, 703, 505)
office-bearer-paragraph (42, 435, 247, 488)
edition-date: 13.02.2026 (868, 36, 944, 50)
names-text: சிராஜ், மல்லம்பாளையம், சின்ன தாராபுரம், நஞ்சைத் தலையூர், மூலனூர், திருப்பூர். (42, 508, 231, 527)
role-label: அமைப்பாளர் : (272, 387, 322, 396)
names-text: (1) சி.செந்தமிழ்ச்செல்வன், அரிக்காரன் வலசு, மூலனூர், திருப்பூர். (2) க.பிரவீன்குமார், அரிக்காரன் வலசு, மூலனூர், திருப்பூர். (3) செ.சுகீன் குமார், அரிக்காரன் வலசு, மூலனூர், திருப்பூர். (272, 945, 459, 985)
names-text: ரா.யுதீ, 29/1, மேற்குப்பாளையம், எடைக்கல்பாடி, தாராபுரம், திருப்பூர். (498, 428, 657, 447)
branch-heading: எடைக்காடு கிளை (107, 209, 182, 219)
names-text: த.ரமேந்திரன், அரிக்காரன் வலசு, மூலனூர், திருப்பூர். (272, 920, 459, 939)
booth-person: : க.சதீஷ், 3/12, மேற்குப்பாளையம், எடைக்கல் பாடி, தாராபுரம், திருப்பூர். (548, 522, 698, 541)
office-bearer-paragraph (42, 1128, 247, 1181)
